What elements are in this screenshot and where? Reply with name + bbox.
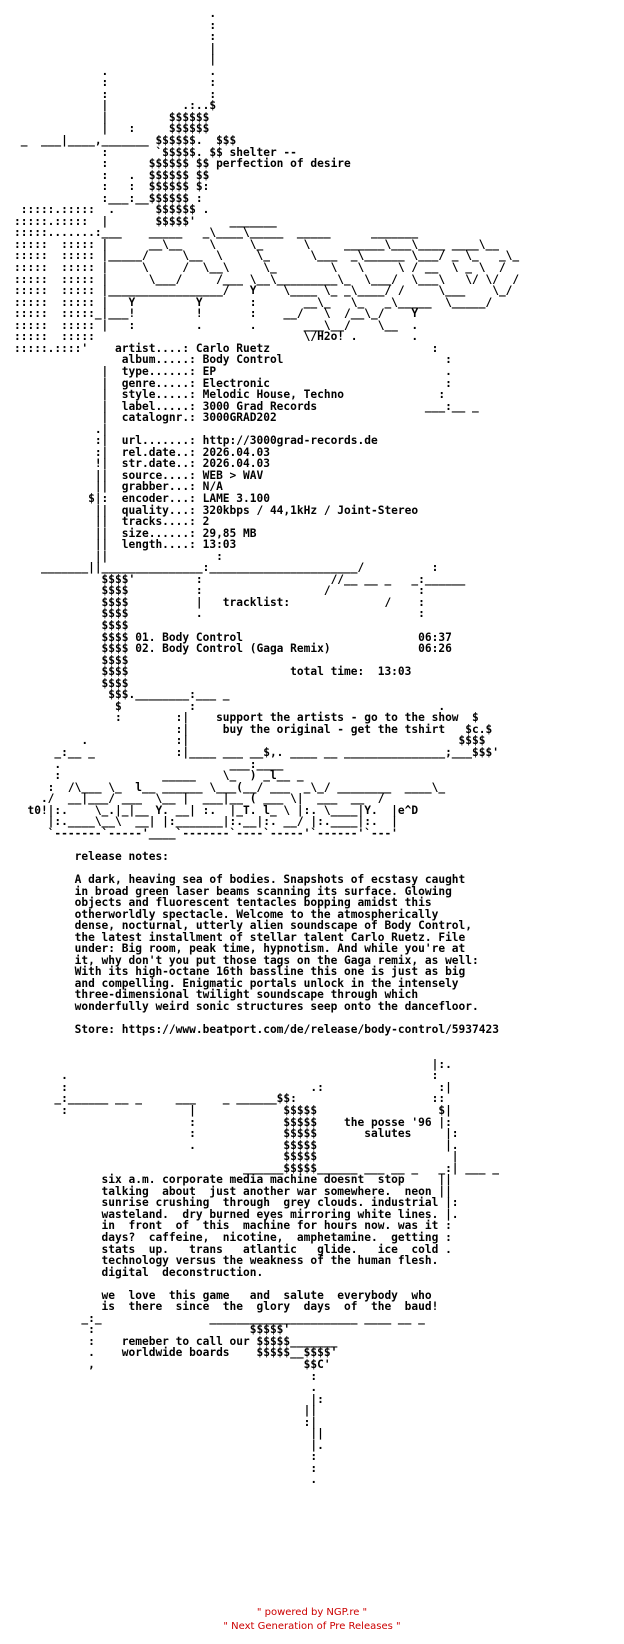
footer-powered-by: " powered by NGP.re "	[256, 1607, 368, 1618]
nfo-ascii-document: . : : | | . . : : : : | .:..$ | $$$$$$ | : $$$$$$ _ ___|____,_______ $$$$$$. $$$ : `$$$$$. $$ shelter -- : $$$$$$ $$ perfection of desire : . $$$$$$ $$ : : $$$$$$ $: :___:__$$$$$$ : :::::.::::: . $$$$$$ . :::::.::::: | $$$$$' _______ :::::.......:___ _____ _\____\_____ _____ _______ ::::: ::::: | __\__ \ \_ \ ______\___\____ ____\__ ::::: ::::: |_____/ \__ \ \_ \___ _\______ \___/ _ \_ _\_ ::::: ::::: | \ / \__\ \_ \ \ \ / __ \ _ \ / ::::: ::::: | \___/ /___ \__\_________\_ \___/ \___\ \/ \/ / ::::: ::::: |_________________/ Y \____ \_ _\____/ / \___ \_/ ::::: ::::: | Y Y : __\_ \_ _\_____ \_____/ ::::: :::::_|___! ! : __/ \ /__\_/ Y ::::: ::::: | : . . ___\__/ \__ . ::::: ::::: \/H2o! . . :::::.::::' artist....: Carlo Ruetz : album.....: Body Control : | type......: EP . | genre.....: Electronic : | style.....: Melodic House, Techno : | label.....: 3000 Grad Records ___:__ _ | catalognr.: 3000GRAD202 .| :| url.......: http://3000grad-records.de :| rel.date..: 2026.04.03 !| str.date..: 2026.04.03 || source....: WEB > WAV || grabber...: N/A $|: encoder...: LAME 3.100 || quality...: 320kbps / 44,1kHz / Joint-Stereo || tracks....: 2 || size......: 29,85 MB || length....: 13:03 || : _______||_______________:______________________/ : $$$$' : //__ __ _ _:______ $$$$ : / : $$$$ | tracklist: / : $$$$ . : $$$$ $$$$ 01. Body Control 06:37 $$$$ 02. Body Control (Gaga Remix) 06:26 $$$$ $$$$ total time: 13:03 $$$$ $$$.________:___ _ $ : . : :| support the artists - go to the show $ :| buy the original - get the tshirt $c.$ . :| $$$$ _:__ _ :|____ ___ __$,. ____ __ _______________;___$$$' . ___:____ : _____ \_ ) _l__ _ : /\___ \_ l__ ______ \___(__/ ___ _\_/ ________ ____\_ ./ __|___/ ___ \__ | ___|__ ( ___ \| ___ __ / t0!|:. \_.|_|__ Y. __| :. |_T. l_ \ |:. \____|Y. |e^D |:.____\__\ __| |:_______|:.__|:. __/ |:.____|:. | `-------`-----'____`-------`----`-----'`------'`---' release notes: A dark, heaving sea of bodies. Snapshots of ecstasy caught in broad green laser beams scanning its surface. Glowing objects and fluorescent tentacles bopping amidst this otherworldly spectacle. Welcome to the atmospherically dense, nocturnal, utterly alien soundscape of Body Control, the latest installment of stellar talent Carlo Ruetz. File under: Big room, peak time, hypnotism. And while you're at it, why don't you put those tags on the Gaga remix, as well: With its high-octane 16th bassline this one is just as big and compelling. Enigmatic portals unlock in the intensely three-dimensional twilight soundscape through which wonderfully weird sonic structures seep onto the dancefloor. Store: https://www.beatport.com/de/release/body-control/5937423 |:. . : : .: :| _:______ __ _ ___ _ ______$$: :: : | $$$$$ $| : $$$$$ the posse '96 |: : $$$$$ salutes |: . $$$$$ |. $$$$$ | ______$$$$$______ ___ __ _ _:| ___ _ six a.m. corporate media machine doesnt stop || talking about just another war somewhere. neon || sunrise crushing through grey clouds. industrial |: wasteland. dry burned eyes mirroring white lines. |. in front of this machine for hours now. was it : days? caffeine, nicotine, amphetamine. getting : stats up. trans atlantic glide. ice cold . technology versus the weakness of the human flesh. digital deconstruction. we love this game and salute everybody who is there since the glory days of the baud! _:_ ______________________ ____ __ _ : $$$$$' : remeber to call our $$$$$_______ . worldwide boards $$$$$__$$$$' , $$C' : . |: || :| || |. : : .	[14, 7, 520, 1487]
footer-next-generation: " Next Generation of Pre Releases "	[223, 1621, 401, 1632]
